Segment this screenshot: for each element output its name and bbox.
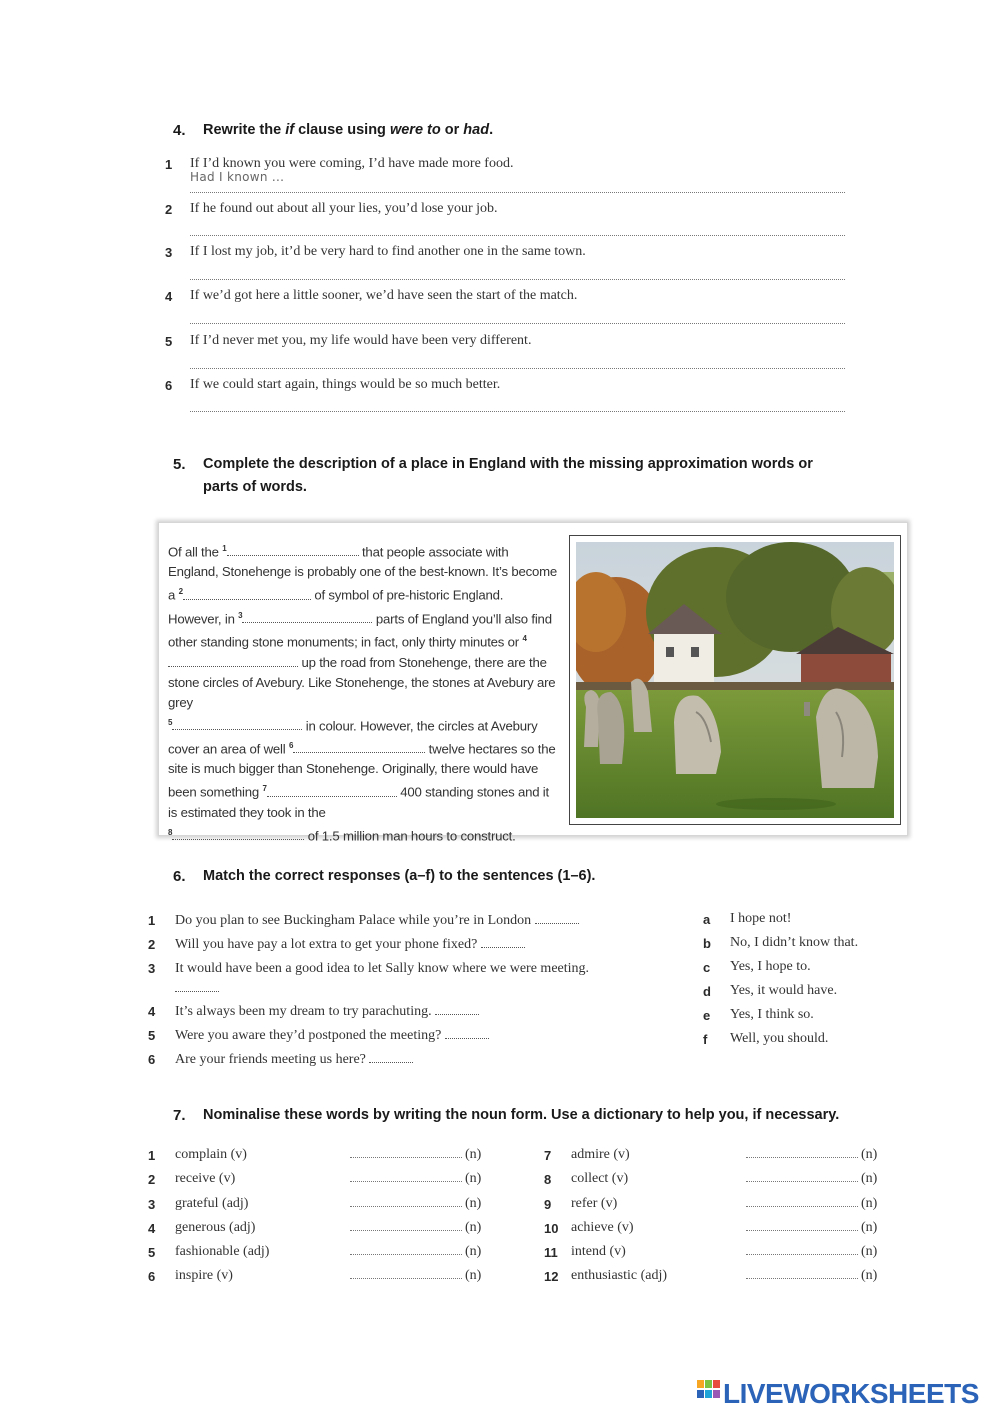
item-number: 12	[544, 1269, 559, 1284]
nominalise-item	[544, 1245, 889, 1267]
question-number: 5	[148, 1028, 156, 1043]
answer-text: Yes, I think so.	[730, 1007, 814, 1022]
item-number: 6	[148, 1269, 156, 1284]
answer-line[interactable]	[190, 411, 845, 412]
noun-answer-line[interactable]	[350, 1157, 462, 1158]
rewrite-item	[165, 245, 845, 289]
item-number: 3	[148, 1197, 156, 1212]
nominalise-item	[544, 1172, 889, 1194]
item-number: 7	[544, 1148, 552, 1163]
answer-line[interactable]	[190, 235, 845, 236]
noun-label: (n)	[465, 1244, 482, 1259]
noun-answer-line[interactable]	[746, 1278, 858, 1279]
rewrite-item	[165, 334, 845, 378]
gap-7[interactable]	[267, 785, 397, 797]
noun-answer-line[interactable]	[746, 1230, 858, 1231]
noun-answer-line[interactable]	[350, 1230, 462, 1231]
item-word: generous (adj)	[175, 1220, 256, 1235]
answer-letter: d	[703, 984, 711, 999]
answer-blank[interactable]	[481, 936, 525, 948]
nominalise-item	[148, 1148, 493, 1170]
answer-text: I hope not!	[730, 911, 792, 926]
question-text: Are your friends meeting us here?	[175, 1050, 635, 1070]
noun-label: (n)	[465, 1220, 482, 1235]
item-sentence: If I’d known you were coming, I’d have made more food.	[190, 156, 514, 171]
avebury-photo	[569, 535, 901, 825]
item-number: 2	[148, 1172, 156, 1187]
item-word: collect (v)	[571, 1171, 629, 1186]
section-4-instruction: Rewrite the if clause using were to or had.	[203, 122, 494, 138]
item-number: 3	[165, 245, 173, 260]
nominalise-item	[148, 1172, 493, 1194]
answer-line[interactable]	[190, 368, 845, 369]
gap-8[interactable]	[172, 828, 304, 840]
rewrite-item	[165, 289, 845, 333]
answer-blank[interactable]	[175, 980, 219, 992]
section-5-heading	[173, 453, 873, 501]
gap-1[interactable]	[227, 544, 359, 556]
item-word: intend (v)	[571, 1244, 626, 1259]
nominalise-item	[544, 1269, 889, 1291]
answer-letter: e	[703, 1008, 711, 1023]
noun-answer-line[interactable]	[746, 1157, 858, 1158]
answer-field[interactable]: Had I known ...	[190, 170, 285, 184]
question-number: 4	[148, 1004, 156, 1019]
noun-answer-line[interactable]	[746, 1181, 858, 1182]
item-number: 2	[165, 202, 173, 217]
item-sentence: If I lost my job, it’d be very hard to find another one in the same town.	[190, 244, 586, 259]
answer-blank[interactable]	[535, 912, 579, 924]
noun-label: (n)	[861, 1147, 878, 1162]
nominalise-item	[544, 1148, 889, 1170]
nominalise-item	[544, 1221, 889, 1243]
item-word: admire (v)	[571, 1147, 630, 1162]
noun-answer-line[interactable]	[350, 1181, 462, 1182]
noun-label: (n)	[861, 1220, 878, 1235]
nominalise-item	[148, 1197, 493, 1219]
item-number: 1	[165, 157, 173, 172]
section-7-heading	[173, 1104, 933, 1128]
logo-text: LIVEWORKSHEETS	[723, 1378, 979, 1409]
answer-letter: c	[703, 960, 711, 975]
item-word: receive (v)	[175, 1171, 236, 1186]
item-number: 9	[544, 1197, 552, 1212]
section-number: 7.	[173, 1107, 186, 1124]
noun-label: (n)	[861, 1244, 878, 1259]
item-word: refer (v)	[571, 1196, 618, 1211]
noun-answer-line[interactable]	[746, 1254, 858, 1255]
noun-label: (n)	[465, 1268, 482, 1283]
gap-3[interactable]	[242, 611, 372, 623]
answer-letter: a	[703, 912, 711, 927]
noun-label: (n)	[465, 1196, 482, 1211]
item-sentence: If we could start again, things would be so much better.	[190, 377, 501, 392]
question-number: 2	[148, 937, 156, 952]
reading-box	[158, 522, 908, 844]
item-word: inspire (v)	[175, 1268, 233, 1283]
gap-fill-paragraph: Of all the $^1$ that people associate with England, Stonehenge is probably one of the best-known. It’s become a $^2$ of symbol of pre-historic England. However, in $^3$ parts of England you’ll also find other standing stone monuments; in fact, only thirty minutes or $^4$ up the road from Stonehenge, there are the stone circles of Avebury. Like Stonehenge, the stones at Avebury are grey $^5$ in colour. However, the circles at Avebury cover an area of well $^6$ twelve hectares so the site is much bigger than Stonehenge. Originally, there would have been something $^7$ 400 standing stones and it is estimated they took in the $^8$ of 1.5 million man hours to construct.	[168, 544, 558, 844]
answer-blank[interactable]	[445, 1027, 489, 1039]
item-number: 10	[544, 1221, 559, 1236]
item-word: achieve (v)	[571, 1220, 634, 1235]
item-number: 1	[148, 1148, 156, 1163]
section-6-instruction: Match the correct responses (a–f) to the sentences (1–6).	[203, 868, 596, 884]
item-number: 4	[148, 1221, 156, 1236]
noun-label: (n)	[465, 1171, 482, 1186]
section-4-heading	[173, 119, 873, 143]
section-number: 6.	[173, 868, 186, 885]
answer-letter: b	[703, 936, 711, 951]
question-text: Will you have pay a lot extra to get your phone fixed?	[175, 935, 635, 955]
answer-blank[interactable]	[369, 1051, 413, 1063]
question-text: It’s always been my dream to try parachuting.	[175, 1002, 635, 1022]
item-word: enthusiastic (adj)	[571, 1268, 668, 1283]
stones-illustration	[576, 542, 894, 818]
gap-2[interactable]	[183, 588, 311, 600]
gap-5[interactable]	[172, 718, 302, 730]
noun-label: (n)	[465, 1147, 482, 1162]
noun-answer-line[interactable]	[746, 1206, 858, 1207]
item-word: fashionable (adj)	[175, 1244, 270, 1259]
item-number: 4	[165, 289, 173, 304]
nominalise-item	[148, 1245, 493, 1267]
noun-answer-line[interactable]	[350, 1206, 462, 1207]
logo-mark-icon	[697, 1378, 721, 1406]
rewrite-item	[165, 378, 845, 422]
item-number: 8	[544, 1172, 552, 1187]
noun-label: (n)	[861, 1196, 878, 1211]
gap-6[interactable]	[293, 741, 425, 753]
item-word: complain (v)	[175, 1147, 247, 1162]
item-sentence: If I’d never met you, my life would have been very different.	[190, 333, 532, 348]
answer-text: Yes, it would have.	[730, 983, 838, 998]
section-6-heading	[173, 865, 873, 889]
noun-label: (n)	[861, 1268, 878, 1283]
answer-line[interactable]	[190, 192, 845, 193]
liveworksheets-logo[interactable]	[697, 1378, 979, 1410]
section-5-instruction: Complete the description of a place in England with the missing approximation words or parts of words.	[203, 456, 813, 495]
answer-text: No, I didn’t know that.	[730, 935, 859, 950]
section-number: 4.	[173, 122, 186, 139]
answer-letter: f	[703, 1032, 708, 1047]
nominalise-item	[544, 1197, 889, 1219]
noun-answer-line[interactable]	[350, 1254, 462, 1255]
gap-4[interactable]	[168, 655, 298, 667]
answer-line[interactable]	[190, 323, 845, 324]
rewrite-item	[165, 202, 845, 246]
item-sentence: If we’d got here a little sooner, we’d have seen the start of the match.	[190, 288, 578, 303]
item-word: grateful (adj)	[175, 1196, 249, 1211]
item-number: 5	[148, 1245, 156, 1260]
question-text: Were you aware they’d postponed the meeting?	[175, 1026, 635, 1046]
noun-answer-line[interactable]	[350, 1278, 462, 1279]
item-number: 5	[165, 334, 173, 349]
answer-text: Yes, I hope to.	[730, 959, 811, 974]
item-number: 6	[165, 378, 173, 393]
nominalise-item	[148, 1221, 493, 1243]
question-number: 3	[148, 961, 156, 976]
answer-line[interactable]	[190, 279, 845, 280]
answer-blank[interactable]	[435, 1003, 479, 1015]
section-7-instruction: Nominalise these words by writing the noun form. Use a dictionary to help you, if necessary.	[203, 1107, 840, 1123]
section-number: 5.	[173, 456, 186, 473]
question-number: 6	[148, 1052, 156, 1067]
question-number: 1	[148, 913, 156, 928]
rewrite-item	[165, 157, 845, 201]
answer-text: Well, you should.	[730, 1031, 829, 1046]
item-number: 11	[544, 1245, 558, 1260]
nominalise-item	[148, 1269, 493, 1291]
question-text: Do you plan to see Buckingham Palace while you’re in London	[175, 911, 635, 931]
question-text: It would have been a good idea to let Sally know where we were meeting.	[175, 959, 605, 999]
noun-label: (n)	[861, 1171, 878, 1186]
item-sentence: If he found out about all your lies, you’d lose your job.	[190, 201, 498, 216]
